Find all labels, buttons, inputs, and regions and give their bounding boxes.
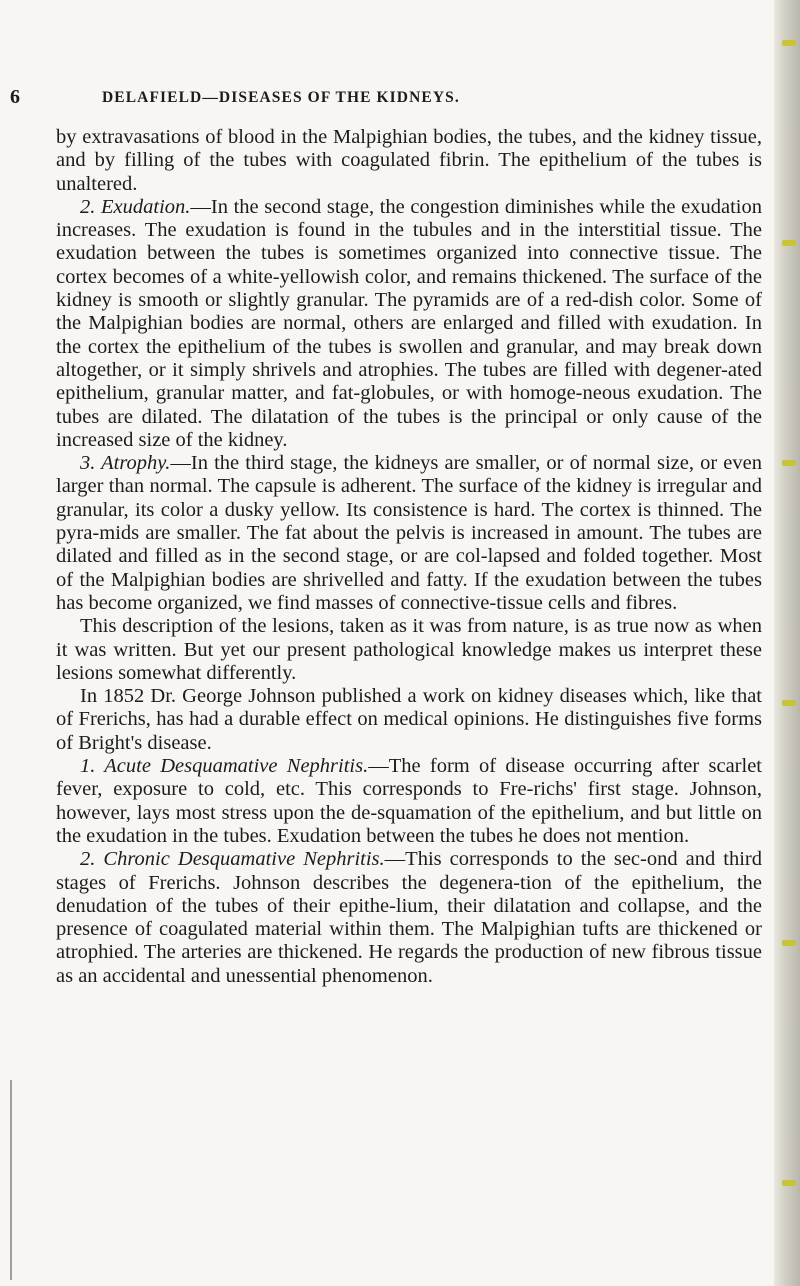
paragraph-text: This description of the lesions, taken as it was from nature, is as true now as when it was written. But yet our present pathological knowledge makes us interpret these lesions somewhat differently. — [56, 615, 762, 684]
paragraph-text: —In the third stage, the kidneys are smaller, or of normal size, or even larger than normal. The capsule is adherent. The surface of the kidney is irregular and granular, its color a dusky yellow. Its consistence is hard. The cortex is thinned. The pyra-mids are smaller. The fat about the pelvis is increased in amount. The tubes are dilated and filled as in the second stage, or are col-lapsed and folded together. Most of the Malpighian bodies are shrivelled and fatty. If the exudation between the tubes has become organized, we find masses of connective-tissue cells and fibres. — [56, 452, 762, 614]
running-title: DELAFIELD—DISEASES OF THE KIDNEYS. — [102, 89, 460, 106]
page-number: 6 — [10, 86, 20, 108]
body-text — [56, 126, 762, 988]
page-edge — [774, 0, 800, 1286]
paragraph-text: by extravasations of blood in the Malpighian bodies, the tubes, and the kidney tissue, and by filling of the tubes with coagulated fibrin. The epithelium of the tubes is unaltered. — [56, 126, 762, 195]
edge-mark — [782, 700, 796, 706]
page-header — [10, 86, 750, 108]
paragraph — [56, 615, 762, 685]
paragraph-text: —The form of disease occurring after scarlet fever, exposure to cold, etc. This corresponds to Fre-richs' first stage. Johnson, however, lays most stress upon the de-squamation of the epithelium, and but little on the exudation in the tubes. Exudation between the tubes he does not mention. — [56, 755, 762, 847]
edge-mark — [782, 1180, 796, 1186]
paragraph-text: In 1852 Dr. George Johnson published a work on kidney diseases which, like that of Frerichs, has had a durable effect on medical opinions. He distinguishes five forms of Bright's disease. — [56, 685, 762, 754]
section-heading: 1. Acute Desquamative Nephritis. — [80, 755, 369, 778]
paragraph — [56, 755, 762, 848]
paragraph-text: —In the second stage, the congestion diminishes while the exudation increases. The exudation is found in the tubules and in the interstitial tissue. The exudation between the tubes is sometimes organized into connective tissue. The cortex becomes of a white-yellowish color, and remains thickened. The surface of the kidney is smooth or slightly granular. The pyramids are of a red-dish color. Some of the Malpighian bodies are normal, others are enlarged and filled with exudation. In the cortex the epithelium of the tubes is swollen and granular, and may break down altogether, or it simply shrivels and atrophies. The tubes are filled with degener-ated epithelium, granular matter, and fat-globules, or with homoge-neous exudation. The tubes are dilated. The dilatation of the tubes is the principal or only cause of the increased size of the kidney. — [56, 195, 763, 451]
section-heading: 2. Exudation. — [80, 195, 191, 218]
paragraph — [56, 452, 762, 615]
left-margin-rule — [10, 1080, 12, 1280]
paragraph-text: —This corresponds to the sec-ond and third stages of Frerichs. Johnson describes the degenera-tion of the epithelium, the denudation of the tubes of their epithe-lium, their dilatation and collapse, and the presence of coagulated material within them. The Malpighian tufts are thickened or atrophied. The arteries are thickened. He regards the production of new fibrous tissue as an accidental and unessential phenomenon. — [56, 848, 763, 987]
edge-mark — [782, 240, 796, 246]
paragraph — [56, 126, 762, 196]
edge-mark — [782, 460, 796, 466]
paragraph — [56, 196, 762, 452]
section-heading: 2. Chronic Desquamative Nephritis. — [80, 848, 385, 871]
paragraph — [56, 685, 762, 755]
edge-mark — [782, 940, 796, 946]
paragraph — [56, 848, 762, 988]
section-heading: 3. Atrophy. — [80, 452, 171, 475]
edge-mark — [782, 40, 796, 46]
